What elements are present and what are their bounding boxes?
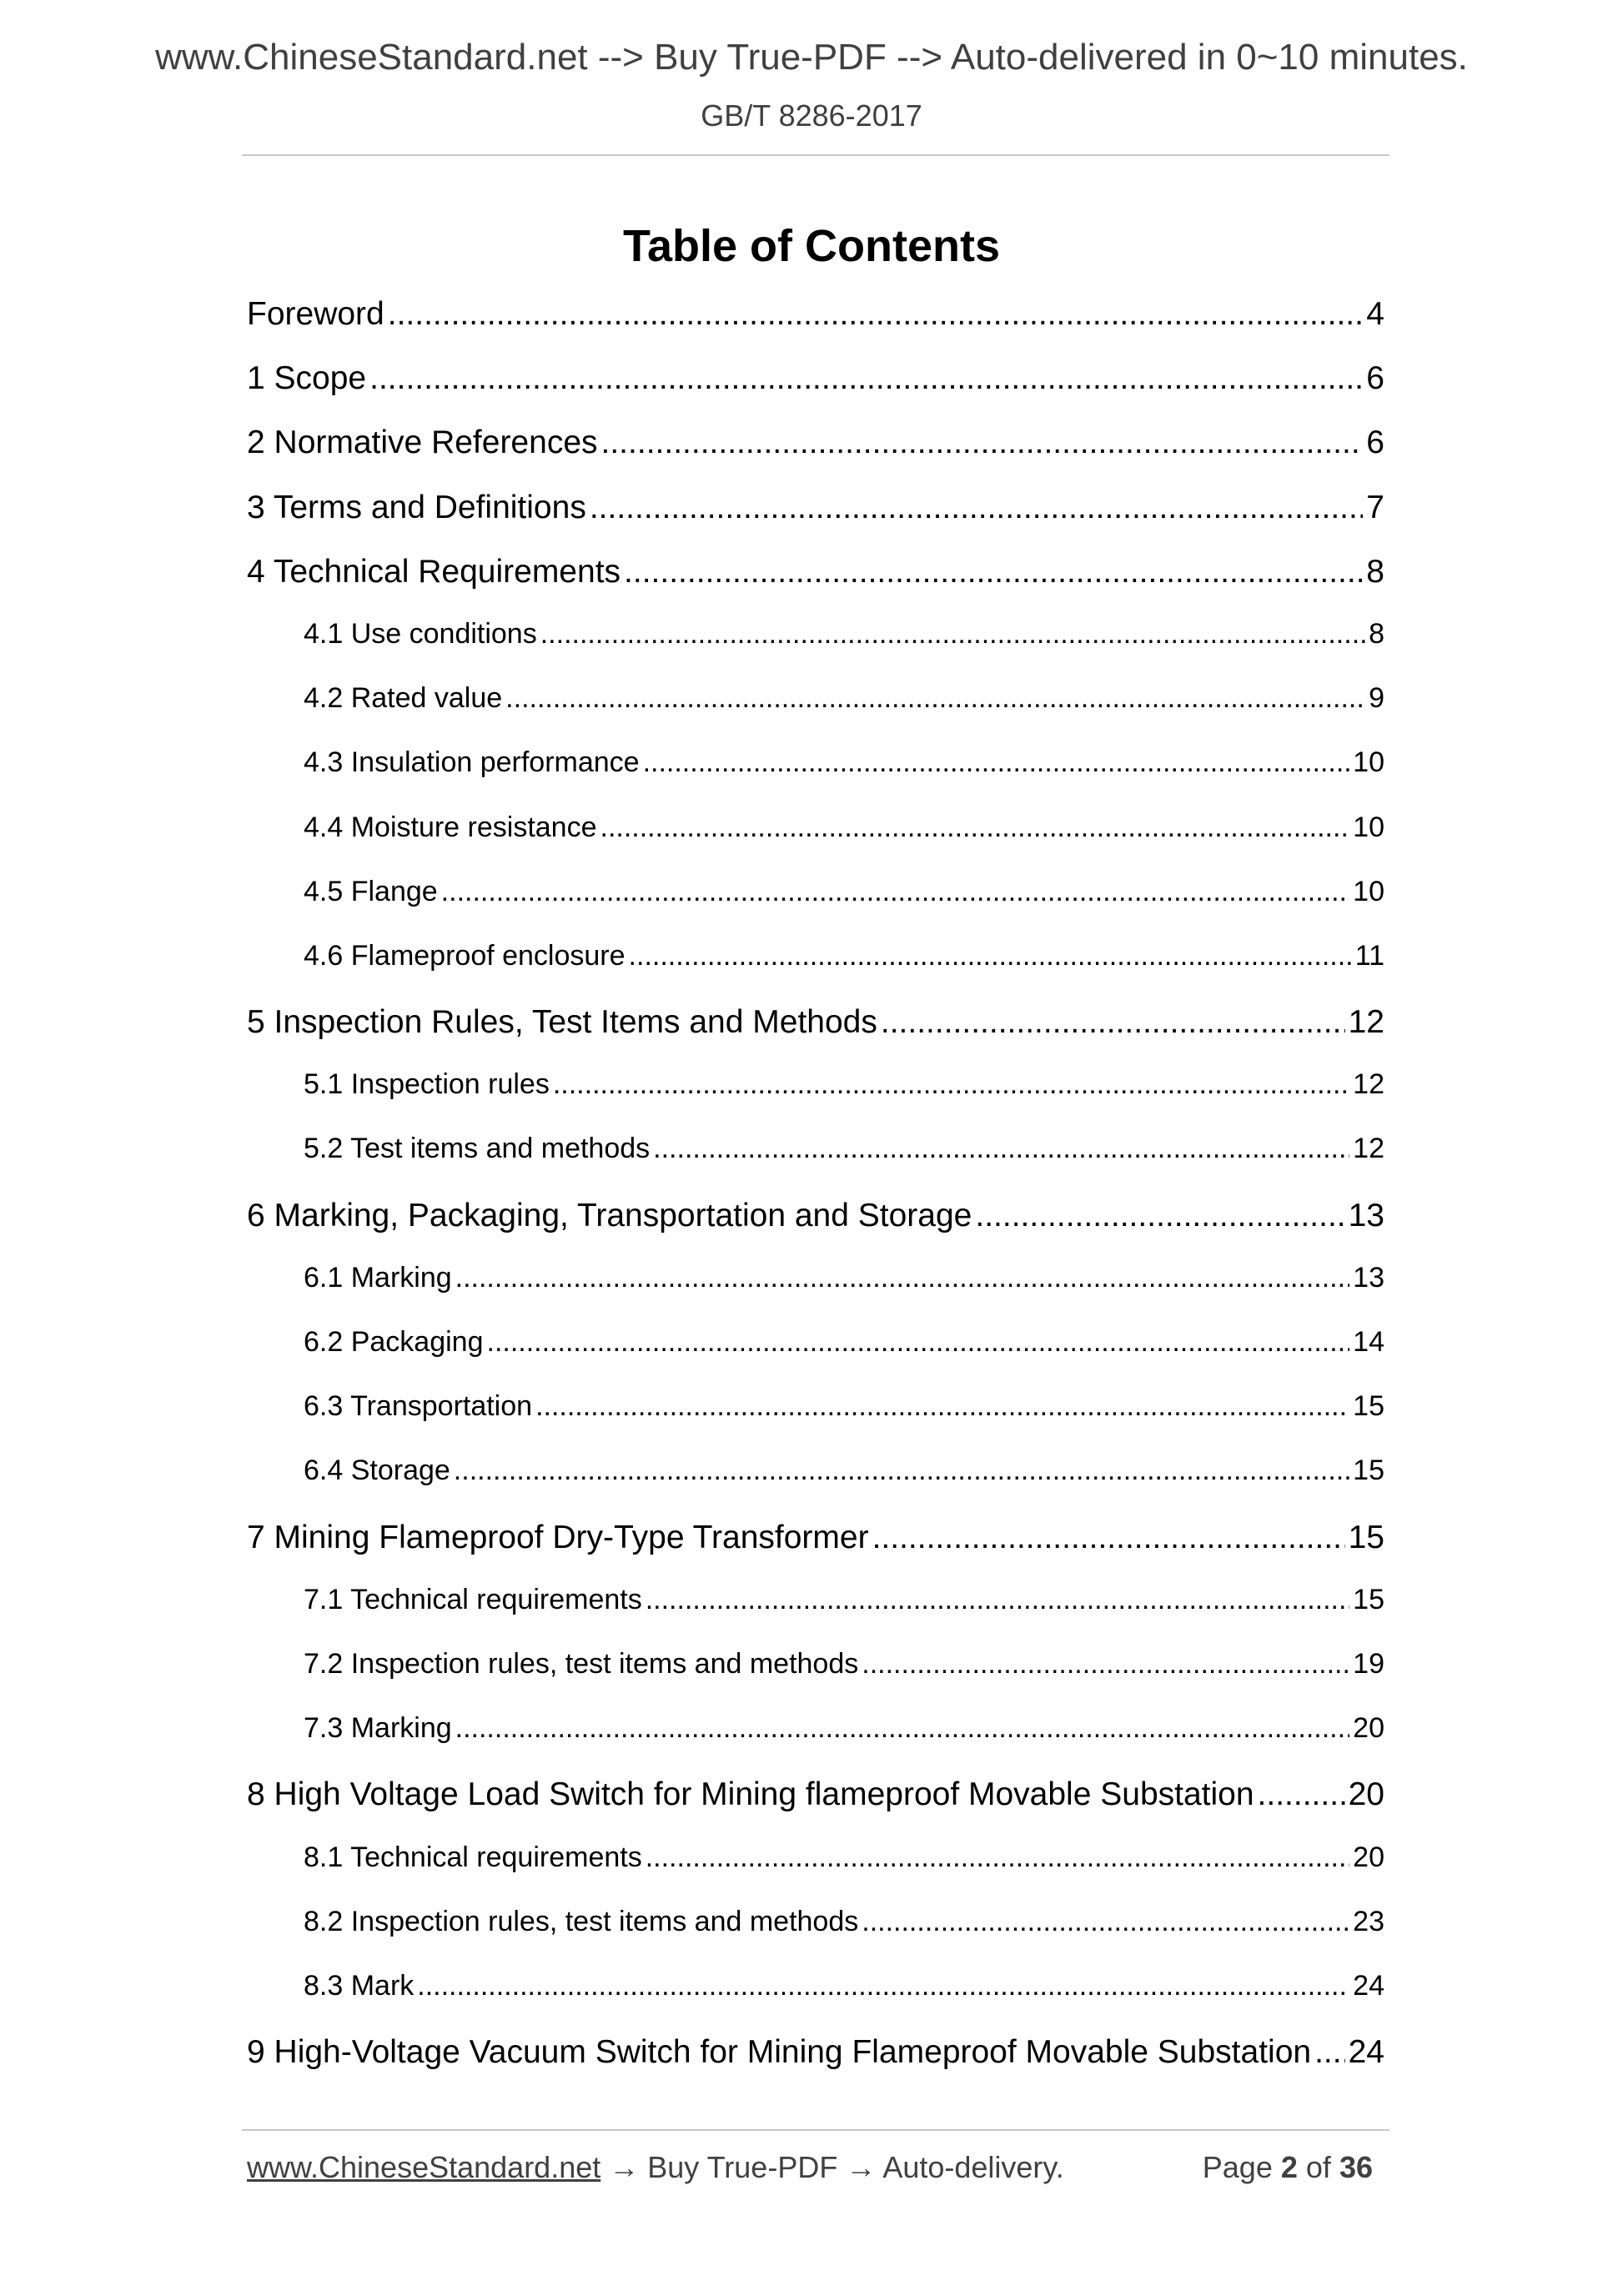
toc-dot-leader	[455, 1712, 1350, 1745]
toc-dot-leader	[975, 1198, 1344, 1234]
toc-dot-leader	[872, 1520, 1345, 1556]
toc-entry[interactable]	[247, 360, 1384, 425]
toc-subentry[interactable]	[247, 682, 1384, 746]
toc-entry-title: 5.1 Inspection rules	[304, 1068, 550, 1101]
toc-entry[interactable]	[247, 425, 1384, 489]
toc-subentry[interactable]	[247, 746, 1384, 811]
toc-entry-page: 23	[1353, 1905, 1384, 1937]
toc-subentry[interactable]	[247, 618, 1384, 682]
toc-subentry[interactable]	[247, 1970, 1384, 2034]
toc-entry-title: 4.1 Use conditions	[304, 617, 537, 650]
site-banner: www.ChineseStandard.net --> Buy True-PDF --> Auto-delivered in 0~10 minutes.	[155, 37, 1468, 78]
toc-dot-leader	[601, 425, 1364, 461]
toc-dot-leader	[646, 1584, 1349, 1616]
toc-subentry[interactable]	[247, 1326, 1384, 1390]
toc-entry-page: 7	[1366, 489, 1384, 525]
toc-dot-leader	[487, 1326, 1350, 1359]
toc-entry-title: 8.3 Mark	[304, 1969, 415, 2002]
toc-dot-leader	[535, 1390, 1349, 1423]
toc-dot-leader	[590, 490, 1363, 526]
toc-entry-page: 13	[1353, 1261, 1384, 1294]
toc-entry-title: 4.5 Flange	[304, 875, 438, 907]
document-code: GB/T 8286-2017	[701, 98, 922, 133]
footer-site-link[interactable]: www.ChineseStandard.net	[247, 2150, 601, 2184]
of-label: of	[1305, 2150, 1331, 2184]
toc-entry-page: 24	[1353, 1969, 1384, 2002]
toc-entry-page: 10	[1353, 746, 1384, 779]
toc-dot-leader	[455, 1262, 1350, 1294]
toc-entry-page: 15	[1353, 1454, 1384, 1487]
toc-entry-page: 13	[1348, 1197, 1384, 1233]
toc-subentry[interactable]	[247, 1648, 1384, 1712]
toc-dot-leader	[505, 682, 1365, 715]
toc-subentry[interactable]	[247, 1133, 1384, 1197]
toc-entry[interactable]	[247, 296, 1384, 360]
toc-dot-leader	[653, 1133, 1349, 1165]
toc-entry-page: 6	[1366, 425, 1384, 461]
toc-entry-page: 24	[1348, 2034, 1384, 2071]
toc-entry-page: 15	[1348, 1519, 1384, 1555]
toc-entry-page: 15	[1353, 1583, 1384, 1615]
page-counter	[1203, 2150, 1373, 2185]
toc-dot-leader	[553, 1068, 1349, 1101]
toc-entry-title: 7.1 Technical requirements	[304, 1583, 642, 1615]
toc-subentry[interactable]	[247, 811, 1384, 876]
toc-subentry[interactable]	[247, 1906, 1384, 1970]
toc-dot-leader	[862, 1648, 1349, 1681]
toc-entry[interactable]	[247, 1520, 1384, 1584]
toc-entry-page: 15	[1353, 1390, 1384, 1423]
toc-subentry[interactable]	[247, 1262, 1384, 1326]
toc-entry[interactable]	[247, 2034, 1384, 2098]
toc-entry-title: 4.6 Flameproof enclosure	[304, 939, 626, 972]
toc-subentry[interactable]	[247, 1841, 1384, 1906]
toc-dot-leader	[454, 1454, 1349, 1487]
toc-dot-leader	[881, 1004, 1345, 1041]
toc-entry-title: 6 Marking, Packaging, Transportation and Storage	[247, 1197, 972, 1233]
toc-dot-leader	[369, 360, 1363, 397]
toc-entry[interactable]	[247, 490, 1384, 554]
toc-entry-page: 20	[1353, 1841, 1384, 1873]
page-footer	[247, 2150, 1381, 2185]
toc-dot-leader	[441, 876, 1350, 908]
toc-entry[interactable]	[247, 1776, 1384, 1841]
toc-entry-title: 2 Normative References	[247, 425, 598, 461]
toc-entry-title: 4.2 Rated value	[304, 682, 503, 715]
toc-entry-page: 10	[1353, 875, 1384, 907]
toc-subentry[interactable]	[247, 876, 1384, 940]
table-of-contents	[247, 296, 1384, 2098]
toc-entry-title: 8 High Voltage Load Switch for Mining flameproof Movable Substation	[247, 1776, 1254, 1813]
toc-subentry[interactable]	[247, 1584, 1384, 1648]
toc-title: Table of Contents	[623, 221, 1000, 271]
toc-subentry[interactable]	[247, 1454, 1384, 1519]
toc-entry-title: 4 Technical Requirements	[247, 553, 621, 590]
toc-dot-leader	[540, 618, 1365, 651]
footer-divider	[242, 2129, 1389, 2131]
toc-entry-page: 11	[1354, 939, 1384, 972]
toc-entry-title: 6.2 Packaging	[304, 1326, 484, 1358]
toc-entry-title: 4.3 Insulation performance	[304, 746, 640, 779]
toc-entry-title: 6.1 Marking	[304, 1261, 452, 1294]
toc-entry-page: 4	[1366, 296, 1384, 332]
toc-dot-leader	[629, 940, 1352, 972]
toc-subentry[interactable]	[247, 1068, 1384, 1133]
toc-entry-page: 6	[1366, 360, 1384, 397]
toc-entry-title: 5.2 Test items and methods	[304, 1133, 651, 1165]
toc-entry-title: Foreword	[247, 296, 384, 332]
toc-entry-title: 6.3 Transportation	[304, 1390, 533, 1423]
toc-entry-title: 6.4 Storage	[304, 1454, 450, 1487]
toc-entry-title: 8.2 Inspection rules, test items and methods	[304, 1905, 859, 1937]
toc-entry-title: 3 Terms and Definitions	[247, 489, 586, 525]
toc-entry-page: 20	[1353, 1712, 1384, 1745]
toc-dot-leader	[643, 746, 1350, 779]
toc-subentry[interactable]	[247, 940, 1384, 1004]
toc-dot-leader	[600, 811, 1350, 844]
toc-dot-leader	[1314, 2034, 1345, 2071]
toc-entry-title: 8.1 Technical requirements	[304, 1841, 642, 1873]
toc-entry-title: 7 Mining Flameproof Dry-Type Transformer	[247, 1519, 869, 1555]
total-pages: 36	[1339, 2150, 1373, 2184]
toc-dot-leader	[646, 1841, 1349, 1874]
toc-entry-title: 4.4 Moisture resistance	[304, 811, 597, 843]
toc-entry-title: 5 Inspection Rules, Test Items and Methods	[247, 1004, 877, 1041]
toc-entry[interactable]	[247, 1004, 1384, 1068]
toc-dot-leader	[1258, 1776, 1345, 1813]
toc-dot-leader	[388, 296, 1364, 333]
toc-entry-page: 8	[1369, 617, 1384, 650]
toc-entry-page: 12	[1348, 1004, 1384, 1041]
toc-dot-leader	[862, 1906, 1349, 1938]
footer-tagline: → Buy True-PDF → Auto-delivery.	[600, 2150, 1064, 2184]
toc-entry[interactable]	[247, 1198, 1384, 1262]
toc-dot-leader	[417, 1970, 1349, 2002]
current-page-number: 2	[1280, 2150, 1298, 2184]
toc-subentry[interactable]	[247, 1712, 1384, 1776]
page-label: Page	[1202, 2150, 1273, 2184]
toc-entry-title: 7.2 Inspection rules, test items and methods	[304, 1647, 859, 1680]
toc-entry-page: 8	[1366, 553, 1384, 590]
toc-entry-page: 20	[1348, 1776, 1384, 1813]
toc-entry-title: 1 Scope	[247, 360, 367, 397]
toc-entry-title: 7.3 Marking	[304, 1712, 452, 1745]
toc-entry-page: 10	[1353, 811, 1384, 843]
toc-entry-page: 9	[1369, 682, 1384, 715]
toc-entry[interactable]	[247, 554, 1384, 618]
toc-entry-title: 9 High-Voltage Vacuum Switch for Mining Flameproof Movable Substation	[247, 2034, 1312, 2071]
toc-entry-page: 12	[1353, 1068, 1384, 1101]
toc-entry-page: 19	[1353, 1647, 1384, 1680]
header-divider	[242, 154, 1389, 156]
toc-dot-leader	[624, 554, 1363, 590]
toc-entry-page: 14	[1353, 1326, 1384, 1358]
toc-entry-page: 12	[1353, 1133, 1384, 1165]
toc-subentry[interactable]	[247, 1390, 1384, 1454]
